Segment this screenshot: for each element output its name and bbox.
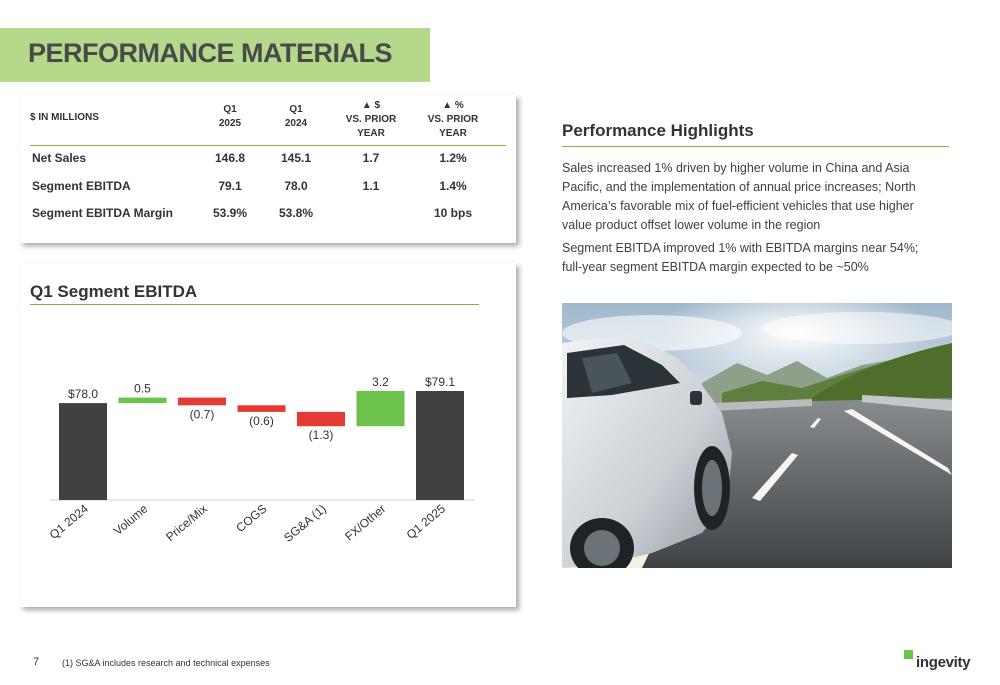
category-label-5: FX/Other — [342, 501, 389, 544]
row-label-net-sales: Net Sales — [32, 151, 87, 165]
row-label-segment-ebitda: Segment EBITDA — [32, 179, 131, 193]
table-cell: 1.7 — [362, 151, 380, 165]
bar-3 — [238, 405, 286, 412]
table-header-rule — [30, 145, 506, 146]
category-label-2: Price/Mix — [163, 501, 210, 545]
chart-title-rule — [30, 304, 479, 305]
category-label-1: Volume — [110, 501, 151, 539]
table-cell: 10 bps — [433, 206, 472, 220]
footnote: (1) SG&A includes research and technical expenses — [62, 658, 270, 668]
table-cell: 79.1 — [218, 179, 242, 193]
bar-4 — [297, 412, 345, 426]
table-cell: 146.8 — [214, 151, 246, 165]
financial-table — [20, 95, 516, 243]
col-header-delta-percent: ▲ % VS. PRIOR YEAR — [427, 100, 479, 139]
ingevity-logo — [904, 650, 976, 676]
category-label-0: Q1 2024 — [46, 501, 91, 542]
col-header-q1-2025: Q1 2025 — [218, 104, 242, 129]
table-cell: 1.4% — [439, 179, 467, 193]
data-label-1: 0.5 — [134, 381, 151, 396]
highlights-title: Performance Highlights — [562, 121, 754, 140]
data-label-2: (0.7) — [189, 407, 215, 422]
table-cell: 53.9% — [212, 206, 248, 220]
category-label-4: SG&A (1) — [281, 501, 329, 545]
logo-mark-icon — [904, 650, 913, 659]
row-label-segment-ebitda-margin: Segment EBITDA Margin — [32, 206, 173, 220]
waterfall-chart — [20, 307, 516, 607]
data-label-3: (0.6) — [249, 413, 274, 428]
highlights-rule — [562, 146, 949, 147]
highlight-paragraph-1: Sales increased 1% driven by higher volume in China and Asia Pacific, and the implementation of annual price increases; North America’s favorable mix of fuel-efficient vehicles that use higher value product offset lower volume in the region — [562, 161, 916, 232]
table-cell: 145.1 — [280, 151, 312, 165]
col-header-delta-dollar: ▲ $ VS. PRIOR YEAR — [345, 100, 397, 139]
table-cell: 53.8% — [278, 206, 314, 220]
car-photo-illustration — [562, 303, 952, 568]
table-cell: 1.1 — [362, 179, 380, 193]
col-header-q1-2024: Q1 2024 — [284, 104, 308, 129]
unit-label: $ IN MILLIONS — [30, 112, 99, 123]
table-cell: 1.2% — [439, 151, 467, 165]
chart-section-title: Q1 Segment EBITDA — [30, 282, 198, 301]
page-number: 7 — [33, 656, 40, 668]
bar-2 — [178, 398, 226, 406]
table-cell: 78.0 — [284, 179, 308, 193]
bar-5 — [357, 391, 405, 426]
data-label-0: $78.0 — [67, 387, 99, 402]
data-label-4: (1.3) — [308, 428, 334, 443]
car-on-road-photo — [562, 303, 952, 568]
ebitda-chart-card — [20, 263, 516, 607]
highlight-paragraph-2: Segment EBITDA improved 1% with EBITDA margins near 54%; full-year segment EBITDA margin expected to be ~50% — [562, 241, 919, 274]
bar-1 — [119, 398, 167, 404]
data-label-6: $79.1 — [424, 375, 456, 389]
bar-0 — [59, 403, 107, 500]
category-label-6: Q1 2025 — [403, 501, 448, 542]
page-title: PERFORMANCE MATERIALS — [28, 38, 392, 68]
logo-text: ingevity — [916, 654, 971, 671]
data-label-5: 3.2 — [372, 375, 389, 389]
bar-6 — [416, 391, 464, 500]
category-label-3: COGS — [233, 501, 270, 536]
